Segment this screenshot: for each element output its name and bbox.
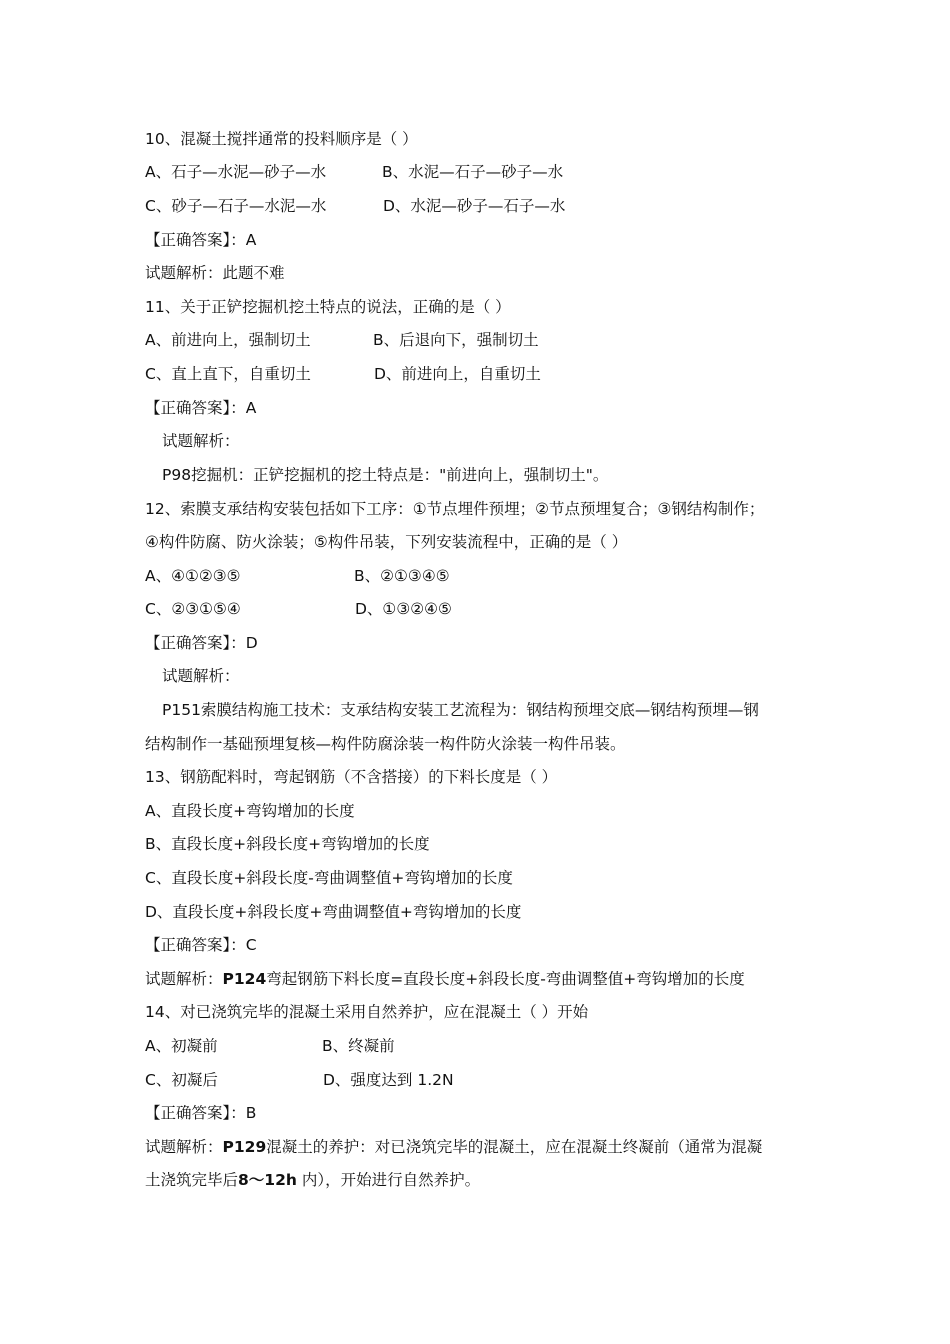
question-12-analysis-line-2: 结构制作一基础预埋复核—构件防腐涂装一构件防火涂装一构件吊装。 xyxy=(145,735,626,753)
question-14-answer: 【正确答案】：B xyxy=(145,1104,257,1122)
question-14-options-row-1 xyxy=(145,1036,395,1056)
option-b: B、终凝前 xyxy=(322,1037,395,1055)
page-reference: P124 xyxy=(222,970,267,988)
option-b: B、后退向下，强制切土 xyxy=(373,331,539,349)
question-13-option-b: B、直段长度+斜段长度+弯钩增加的长度 xyxy=(145,835,430,853)
option-a: A、初凝前 xyxy=(145,1037,218,1055)
question-11-options-row-1 xyxy=(145,330,539,350)
option-a: A、前进向上，强制切土 xyxy=(145,331,311,349)
question-13-option-d: D、直段长度+斜段长度+弯曲调整值+弯钩增加的长度 xyxy=(145,903,522,921)
question-13-answer: 【正确答案】：C xyxy=(145,936,257,954)
option-b: B、②①③④⑤ xyxy=(354,567,450,585)
question-14-analysis-line-1 xyxy=(145,1137,762,1157)
question-12-answer: 【正确答案】：D xyxy=(145,634,258,652)
option-d: D、水泥—砂子—石子—水 xyxy=(383,197,566,215)
option-d: D、前进向上，自重切土 xyxy=(374,365,541,383)
question-11-analysis-body: P98挖掘机：正铲挖掘机的挖土特点是："前进向上，强制切土"。 xyxy=(162,466,609,484)
question-14-analysis-line-2 xyxy=(145,1170,480,1190)
analysis-text: 弯起钢筋下料长度=直段长度+斜段长度-弯曲调整值+弯钩增加的长度 xyxy=(266,970,745,988)
question-10-answer: 【正确答案】：A xyxy=(145,231,257,249)
option-d: D、①③②④⑤ xyxy=(355,600,452,618)
question-14-options-row-2 xyxy=(145,1070,454,1090)
question-11-stem: 11、关于正铲挖掘机挖土特点的说法，正确的是（ ） xyxy=(145,298,511,316)
question-12-analysis-line-1: P151索膜结构施工技术：支承结构安装工艺流程为：钢结构预埋交底—钢结构预埋—钢 xyxy=(162,701,759,719)
analysis-prefix: 试题解析： xyxy=(145,1138,223,1156)
option-c: C、直上直下，自重切土 xyxy=(145,365,311,383)
question-12-options-row-2 xyxy=(145,599,452,619)
option-b: B、水泥—石子—砂子—水 xyxy=(382,163,564,181)
analysis-text-b: 内），开始进行自然养护。 xyxy=(296,1171,481,1189)
question-12-options-row-1 xyxy=(145,566,450,586)
option-c: C、初凝后 xyxy=(145,1071,218,1089)
question-13-option-a: A、直段长度+弯钩增加的长度 xyxy=(145,802,355,820)
question-13-option-c: C、直段长度+斜段长度-弯曲调整值+弯钩增加的长度 xyxy=(145,869,513,887)
question-13-stem: 13、钢筋配料时，弯起钢筋（不含搭接）的下料长度是（ ） xyxy=(145,768,558,786)
question-10-options-row-1 xyxy=(145,162,564,182)
option-a: A、④①②③⑤ xyxy=(145,567,241,585)
page-reference: P129 xyxy=(222,1138,267,1156)
analysis-text-a: 土浇筑完毕后 xyxy=(145,1171,239,1189)
option-c: C、②③①⑤④ xyxy=(145,600,241,618)
analysis-text: 混凝土的养护：对已浇筑完毕的混凝土，应在混凝土终凝前（通常为混凝 xyxy=(266,1138,763,1156)
option-a: A、石子—水泥—砂子—水 xyxy=(145,163,327,181)
question-14-stem: 14、对已浇筑完毕的混凝土采用自然养护，应在混凝土（ ）开始 xyxy=(145,1003,589,1021)
question-13-analysis xyxy=(145,969,745,989)
option-d: D、强度达到 1.2N xyxy=(323,1071,454,1089)
time-range: 8〜12h xyxy=(238,1171,297,1189)
question-12-analysis-label: 试题解析： xyxy=(162,667,240,685)
question-12-stem-line-1: 12、索膜支承结构安装包括如下工序：①节点埋件预埋；②节点预埋复合；③钢结构制作； xyxy=(145,500,765,518)
question-11-answer: 【正确答案】：A xyxy=(145,399,257,417)
question-10-analysis: 试题解析：此题不难 xyxy=(145,264,285,282)
question-11-analysis-label: 试题解析： xyxy=(162,432,240,450)
option-c: C、砂子—石子—水泥—水 xyxy=(145,197,327,215)
question-10-stem: 10、混凝土搅拌通常的投料顺序是（ ） xyxy=(145,130,418,148)
question-12-stem-line-2: ④构件防腐、防火涂装；⑤构件吊装，下列安装流程中，正确的是（ ） xyxy=(145,533,628,551)
question-11-options-row-2 xyxy=(145,364,541,384)
question-10-options-row-2 xyxy=(145,196,566,216)
analysis-prefix: 试题解析： xyxy=(145,970,223,988)
